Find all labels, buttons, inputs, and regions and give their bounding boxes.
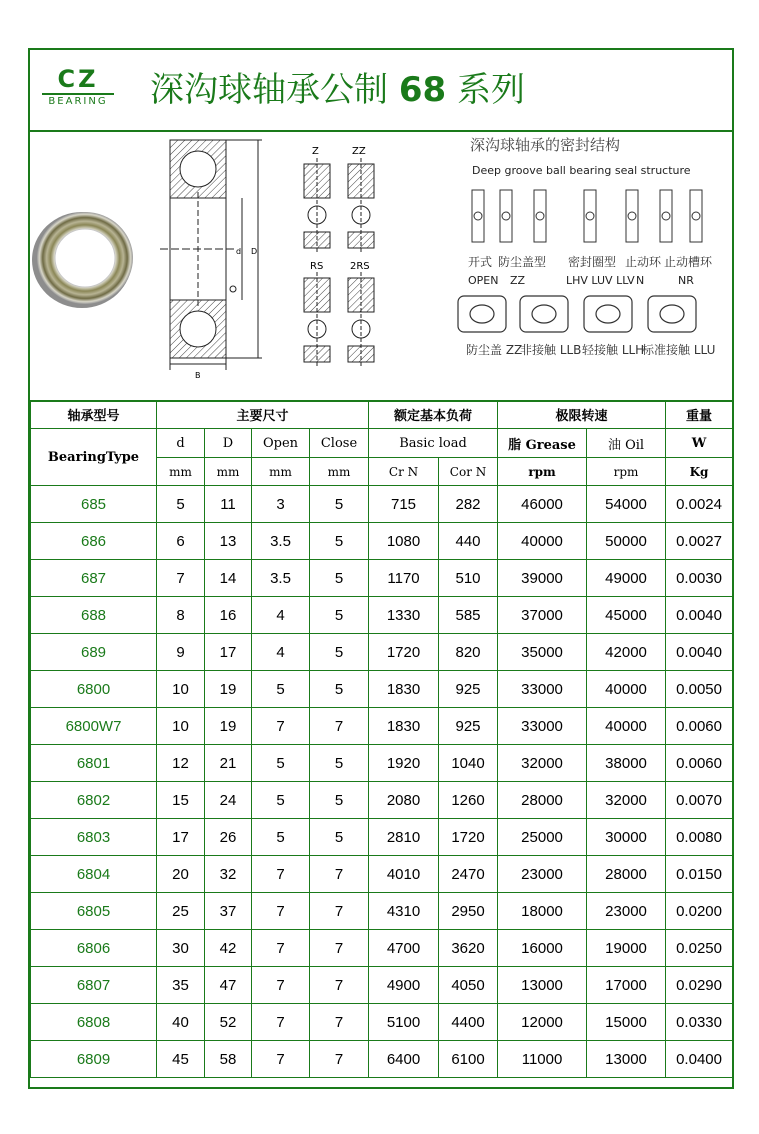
cell-close: 7: [310, 967, 369, 1004]
cell-cr: 1720: [369, 634, 439, 671]
table-row: [31, 486, 733, 523]
seal-title-cn: 深沟球轴承的密封结构: [470, 136, 621, 154]
cell-d: 10: [157, 671, 205, 708]
cell-open: 7: [252, 967, 310, 1004]
cell-w: 0.0200: [666, 893, 733, 930]
cell-D: 24: [205, 782, 252, 819]
cell-w: 0.0040: [666, 634, 733, 671]
cell-w: 0.0150: [666, 856, 733, 893]
cell-cor: 3620: [439, 930, 498, 967]
cell-grease: 32000: [498, 745, 587, 782]
cell-open: 5: [252, 671, 310, 708]
cell-open: 7: [252, 1004, 310, 1041]
cell-close: 5: [310, 597, 369, 634]
seal-row1-cn-1: 防尘盖型: [498, 255, 547, 269]
cell-oil: 40000: [587, 708, 666, 745]
cell-oil: 28000: [587, 856, 666, 893]
cell-oil: 19000: [587, 930, 666, 967]
cell-d: 20: [157, 856, 205, 893]
header-basic-load: Basic load: [369, 429, 498, 458]
cell-grease: 33000: [498, 708, 587, 745]
cell-close: 5: [310, 523, 369, 560]
cell-grease: 40000: [498, 523, 587, 560]
cell-grease: 35000: [498, 634, 587, 671]
unit-open: mm: [252, 458, 310, 486]
cell-w: 0.0050: [666, 671, 733, 708]
cell-close: 5: [310, 560, 369, 597]
title-suffix: 系列: [456, 70, 525, 110]
cell-cr: 6400: [369, 1041, 439, 1078]
cell-grease: 37000: [498, 597, 587, 634]
variant-label-z: Z: [312, 146, 319, 157]
cell-cr: 1920: [369, 745, 439, 782]
cell-D: 52: [205, 1004, 252, 1041]
table-row: [31, 930, 733, 967]
unit-dd: mm: [205, 458, 252, 486]
cell-cr: 1170: [369, 560, 439, 597]
cell-type: 687: [31, 560, 157, 597]
cell-w: 0.0250: [666, 930, 733, 967]
cell-open: 7: [252, 930, 310, 967]
cell-grease: 25000: [498, 819, 587, 856]
cell-oil: 32000: [587, 782, 666, 819]
logo-divider: [42, 93, 114, 95]
cell-cor: 510: [439, 560, 498, 597]
cell-oil: 30000: [587, 819, 666, 856]
cell-w: 0.0290: [666, 967, 733, 1004]
cell-close: 7: [310, 1004, 369, 1041]
cell-cor: 282: [439, 486, 498, 523]
bearing-photo: [32, 212, 133, 308]
cell-type: 6809: [31, 1041, 157, 1078]
header-type-en: BearingType: [31, 429, 157, 486]
cell-oil: 50000: [587, 523, 666, 560]
cell-oil: 40000: [587, 671, 666, 708]
title-cn: 深沟球轴承公制: [150, 70, 388, 110]
header-close: Close: [310, 429, 369, 458]
cell-d: 25: [157, 893, 205, 930]
cell-type: 6802: [31, 782, 157, 819]
cell-d: 30: [157, 930, 205, 967]
header-open: Open: [252, 429, 310, 458]
cell-d: 40: [157, 1004, 205, 1041]
unit-close: mm: [310, 458, 369, 486]
cell-d: 17: [157, 819, 205, 856]
cell-open: 5: [252, 745, 310, 782]
cell-cor: 2470: [439, 856, 498, 893]
cell-open: 4: [252, 634, 310, 671]
cell-cr: 4900: [369, 967, 439, 1004]
cell-cor: 6100: [439, 1041, 498, 1078]
cell-D: 26: [205, 819, 252, 856]
cell-D: 19: [205, 708, 252, 745]
cell-cor: 925: [439, 708, 498, 745]
cell-type: 6807: [31, 967, 157, 1004]
seal-type-drawings: [472, 190, 702, 242]
cell-D: 17: [205, 634, 252, 671]
seal-row2-0: 防尘盖 ZZ: [466, 343, 523, 357]
dim-label-b: B: [195, 371, 201, 380]
title-series: 68: [398, 70, 447, 110]
cell-grease: 23000: [498, 856, 587, 893]
cell-w: 0.0060: [666, 745, 733, 782]
seal-row1-en-4: NR: [678, 274, 694, 287]
header-grease: 脂 Grease: [498, 429, 587, 458]
cell-type: 686: [31, 523, 157, 560]
cell-type: 688: [31, 597, 157, 634]
cell-cr: 1080: [369, 523, 439, 560]
cell-d: 6: [157, 523, 205, 560]
seal-row2-2: 轻接触 LLH: [582, 343, 645, 357]
spec-sheet: [28, 48, 734, 1089]
cell-close: 5: [310, 486, 369, 523]
cell-cr: 715: [369, 486, 439, 523]
header-speed-cn: 极限转速: [498, 401, 666, 429]
drawing-area: [30, 132, 732, 402]
seal-row1-cn-2: 密封圈型: [568, 255, 617, 269]
unit-grease: rpm: [498, 458, 587, 486]
cell-oil: 42000: [587, 634, 666, 671]
header-d: d: [157, 429, 205, 458]
cell-oil: 13000: [587, 1041, 666, 1078]
cell-cor: 4050: [439, 967, 498, 1004]
cell-cor: 1260: [439, 782, 498, 819]
cell-cor: 4400: [439, 1004, 498, 1041]
cell-cr: 1330: [369, 597, 439, 634]
cell-oil: 23000: [587, 893, 666, 930]
cell-close: 5: [310, 634, 369, 671]
cell-cr: 1830: [369, 671, 439, 708]
cell-grease: 13000: [498, 967, 587, 1004]
cell-grease: 46000: [498, 486, 587, 523]
cell-grease: 16000: [498, 930, 587, 967]
cell-cor: 440: [439, 523, 498, 560]
seal-title-en: Deep groove ball bearing seal structure: [472, 164, 691, 177]
cell-type: 685: [31, 486, 157, 523]
cell-type: 6804: [31, 856, 157, 893]
cell-cr: 2810: [369, 819, 439, 856]
cell-w: 0.0070: [666, 782, 733, 819]
table-row: [31, 597, 733, 634]
cell-oil: 38000: [587, 745, 666, 782]
cell-grease: 33000: [498, 671, 587, 708]
cell-D: 42: [205, 930, 252, 967]
seal-row1-en-3: N: [636, 274, 645, 287]
cell-d: 15: [157, 782, 205, 819]
cell-w: 0.0024: [666, 486, 733, 523]
cell-D: 47: [205, 967, 252, 1004]
cell-d: 10: [157, 708, 205, 745]
column-header-row: [31, 429, 733, 458]
seal-row1-cn-4: 止动槽环: [664, 255, 713, 269]
brand-logo: [42, 66, 118, 110]
cell-type: 6800W7: [31, 708, 157, 745]
cell-open: 7: [252, 893, 310, 930]
cell-D: 16: [205, 597, 252, 634]
cell-close: 5: [310, 819, 369, 856]
cell-w: 0.0027: [666, 523, 733, 560]
cell-grease: 18000: [498, 893, 587, 930]
cell-D: 14: [205, 560, 252, 597]
cell-type: 689: [31, 634, 157, 671]
unit-weight: Kg: [666, 458, 733, 486]
cell-cr: 4010: [369, 856, 439, 893]
cell-grease: 11000: [498, 1041, 587, 1078]
cell-d: 8: [157, 597, 205, 634]
table-row: [31, 523, 733, 560]
table-row: [31, 967, 733, 1004]
cell-open: 4: [252, 597, 310, 634]
cell-close: 5: [310, 782, 369, 819]
unit-cor: Cor N: [439, 458, 498, 486]
seal-row1-en-0: OPEN: [468, 274, 499, 287]
table-row: [31, 856, 733, 893]
header-type-cn: 轴承型号: [31, 401, 157, 429]
cell-d: 5: [157, 486, 205, 523]
cell-oil: 15000: [587, 1004, 666, 1041]
table-row: [31, 560, 733, 597]
cell-oil: 54000: [587, 486, 666, 523]
header-weight-cn: 重量: [666, 401, 733, 429]
cell-cr: 4700: [369, 930, 439, 967]
dim-label-d: d: [236, 247, 242, 256]
cell-D: 32: [205, 856, 252, 893]
table-row: [31, 671, 733, 708]
table-row: [31, 1041, 733, 1078]
table-row: [31, 745, 733, 782]
cell-oil: 49000: [587, 560, 666, 597]
table-row: [31, 708, 733, 745]
cell-type: 6806: [31, 930, 157, 967]
cross-section-drawing: [160, 140, 262, 370]
dim-label-dd: D: [251, 247, 258, 256]
variant-label-2rs: 2RS: [350, 261, 370, 272]
spec-table: [30, 400, 733, 1078]
cell-D: 58: [205, 1041, 252, 1078]
cell-D: 37: [205, 893, 252, 930]
unit-cr: Cr N: [369, 458, 439, 486]
cell-open: 5: [252, 819, 310, 856]
logo-subtext: BEARING: [48, 96, 108, 107]
cell-grease: 39000: [498, 560, 587, 597]
cell-cor: 1720: [439, 819, 498, 856]
unit-d: mm: [157, 458, 205, 486]
cell-w: 0.0040: [666, 597, 733, 634]
table-row: [31, 1004, 733, 1041]
variant-label-zz: ZZ: [352, 146, 366, 157]
seal-row1-cn-0: 开式: [468, 255, 493, 269]
cell-type: 6803: [31, 819, 157, 856]
cell-w: 0.0060: [666, 708, 733, 745]
cell-open: 7: [252, 1041, 310, 1078]
cell-grease: 12000: [498, 1004, 587, 1041]
cell-open: 7: [252, 708, 310, 745]
cell-w: 0.0330: [666, 1004, 733, 1041]
cell-grease: 28000: [498, 782, 587, 819]
header-oil: 油 Oil: [587, 429, 666, 458]
cell-D: 19: [205, 671, 252, 708]
page-title: [150, 70, 525, 110]
cell-open: 7: [252, 856, 310, 893]
seal-contact-drawings: [458, 296, 696, 332]
cell-cor: 820: [439, 634, 498, 671]
cell-type: 6805: [31, 893, 157, 930]
cell-close: 5: [310, 671, 369, 708]
cell-open: 3: [252, 486, 310, 523]
cell-d: 9: [157, 634, 205, 671]
cell-w: 0.0080: [666, 819, 733, 856]
cell-w: 0.0030: [666, 560, 733, 597]
table-row: [31, 819, 733, 856]
unit-oil: rpm: [587, 458, 666, 486]
cell-close: 7: [310, 856, 369, 893]
cell-cr: 4310: [369, 893, 439, 930]
group-header-row: [31, 401, 733, 429]
header-dims-cn: 主要尺寸: [157, 401, 369, 429]
cell-d: 35: [157, 967, 205, 1004]
header-weight: W: [666, 429, 733, 458]
cell-cor: 585: [439, 597, 498, 634]
cell-cr: 5100: [369, 1004, 439, 1041]
cell-cor: 2950: [439, 893, 498, 930]
cell-d: 12: [157, 745, 205, 782]
header-load-cn: 额定基本负荷: [369, 401, 498, 429]
cell-open: 3.5: [252, 523, 310, 560]
cell-type: 6801: [31, 745, 157, 782]
cell-oil: 45000: [587, 597, 666, 634]
cell-type: 6808: [31, 1004, 157, 1041]
header: [30, 50, 732, 132]
logo-text: CZ: [57, 65, 99, 93]
seal-row1-en-2: LHV LUV LLV: [566, 274, 635, 287]
cell-open: 3.5: [252, 560, 310, 597]
cell-D: 21: [205, 745, 252, 782]
cell-close: 7: [310, 708, 369, 745]
spec-table-body: [31, 486, 733, 1078]
seal-row2-1: 非接触 LLB: [520, 343, 582, 357]
cell-close: 7: [310, 893, 369, 930]
cell-D: 11: [205, 486, 252, 523]
cell-cor: 1040: [439, 745, 498, 782]
cell-d: 45: [157, 1041, 205, 1078]
cell-open: 5: [252, 782, 310, 819]
bearing-drawings: [30, 132, 732, 400]
header-dd: D: [205, 429, 252, 458]
cell-cr: 1830: [369, 708, 439, 745]
cell-close: 5: [310, 745, 369, 782]
cell-D: 13: [205, 523, 252, 560]
variant-label-rs: RS: [310, 261, 324, 272]
cell-type: 6800: [31, 671, 157, 708]
cell-w: 0.0400: [666, 1041, 733, 1078]
table-row: [31, 634, 733, 671]
seal-row1-cn-3: 止动环: [625, 255, 662, 269]
cell-d: 7: [157, 560, 205, 597]
cell-close: 7: [310, 930, 369, 967]
seal-row1-en-1: ZZ: [510, 274, 526, 287]
cell-cr: 2080: [369, 782, 439, 819]
table-row: [31, 893, 733, 930]
seal-row2-3: 标准接触 LLU: [642, 343, 716, 357]
cell-oil: 17000: [587, 967, 666, 1004]
table-row: [31, 782, 733, 819]
cell-close: 7: [310, 1041, 369, 1078]
cell-cor: 925: [439, 671, 498, 708]
